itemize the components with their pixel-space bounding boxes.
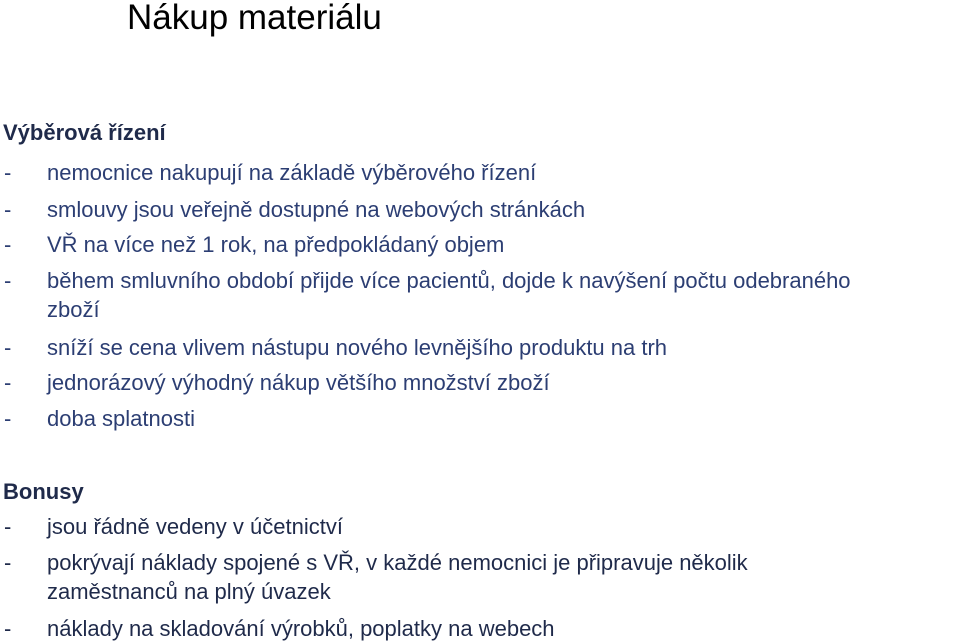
list-item-text: během smluvního období přijde více pacientů, dojde k navýšení počtu odebraného: [47, 268, 851, 293]
list-item-text: jednorázový výhodný nákup většího množství zboží: [47, 370, 550, 395]
section-heading-vyberova-rizeni: Výběrová řízení: [3, 120, 166, 145]
bullet-dash: -: [4, 197, 12, 222]
bullet-dash: -: [4, 550, 12, 575]
bullet-dash: -: [4, 370, 12, 395]
bullet-dash: -: [4, 160, 12, 185]
bullet-dash: -: [4, 616, 12, 641]
list-item-text: zaměstnanců na plný úvazek: [47, 579, 331, 604]
list-item-text: jsou řádně vedeny v účetnictví: [47, 514, 343, 539]
section-heading-bonusy: Bonusy: [3, 479, 84, 504]
list-item-text: pokrývají náklady spojené s VŘ, v každé nemocnici je připravuje několik: [47, 550, 748, 575]
list-item-text: smlouvy jsou veřejně dostupné na webových stránkách: [47, 197, 586, 222]
list-item-text: doba splatnosti: [47, 406, 195, 431]
bullet-dash: -: [4, 514, 12, 539]
list-item-text: nemocnice nakupují na základě výběrového řízení: [47, 160, 537, 185]
bullet-dash: -: [4, 232, 12, 257]
list-item-text: VŘ na více než 1 rok, na předpokládaný objem: [47, 232, 505, 257]
list-item-text: sníží se cena vlivem nástupu nového levnějšího produktu na trh: [47, 335, 668, 360]
list-item-text: náklady na skladování výrobků, poplatky na webech: [47, 616, 555, 641]
slide-title: Nákup materiálu: [127, 0, 382, 37]
bullet-dash: -: [4, 406, 12, 431]
bullet-dash: -: [4, 335, 12, 360]
list-item-text: zboží: [47, 297, 100, 322]
bullet-dash: -: [4, 268, 12, 293]
